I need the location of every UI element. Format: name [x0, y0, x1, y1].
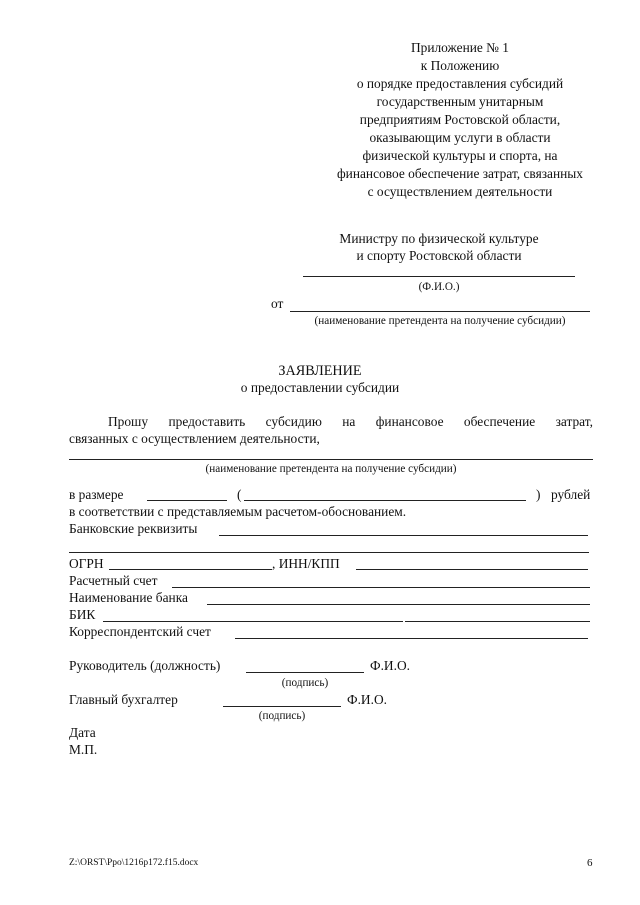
bank-details-underline-2: [69, 552, 589, 553]
bank-details-label: Банковские реквизиты: [69, 521, 198, 536]
appendix-line: оказывающим услуги в области: [369, 130, 551, 145]
request-word: предоставить: [168, 414, 246, 429]
addressee-line-1: Министру по физической культуре: [339, 231, 539, 246]
appendix-line: государственным унитарным: [376, 94, 544, 109]
from-label: от: [271, 296, 284, 311]
footer-file-path: Z:\ORST\Ppo\1216p172.f15.docx: [69, 858, 199, 868]
amount-open-paren: (: [237, 487, 242, 502]
request-paragraph-line-2: связанных с осуществлением деятельности,: [69, 431, 320, 446]
amount-underline: [147, 500, 227, 501]
appendix-line: с осуществлением деятельности: [367, 184, 553, 199]
from-underline: [290, 311, 590, 312]
head-label: Руководитель (должность): [69, 658, 221, 673]
from-caption: (наименование претендента на получение субсидии): [314, 315, 566, 327]
head-signature-underline: [246, 672, 364, 673]
bank-name-label: Наименование банка: [69, 590, 188, 605]
request-word: Прошу: [108, 414, 149, 429]
according-text: в соответствии с представляемым расчетом-обоснованием.: [69, 504, 407, 519]
stamp-label: М.П.: [69, 742, 98, 757]
accountant-fio: Ф.И.О.: [347, 692, 387, 707]
amount-words-underline: [244, 500, 526, 501]
bik-underline-2: [405, 621, 590, 622]
ogrn-underline: [109, 569, 272, 570]
head-fio: Ф.И.О.: [370, 658, 410, 673]
accountant-label: Главный бухгалтер: [69, 692, 178, 707]
request-word: затрат,: [555, 414, 593, 429]
request-word: обеспечение: [463, 414, 536, 429]
appendix-line: о порядке предоставления субсидий: [356, 76, 564, 91]
bik-underline: [103, 621, 403, 622]
amount-prefix: в размере: [69, 487, 124, 502]
fio-caption: (Ф.И.О.): [418, 281, 460, 293]
fio-underline: [303, 276, 575, 277]
request-paragraph-line-1: [108, 414, 593, 430]
bank-details-underline: [219, 535, 588, 536]
bank-name-underline: [207, 604, 590, 605]
appendix-header: [300, 39, 620, 201]
request-word: на: [342, 414, 356, 429]
document-title: ЗАЯВЛЕНИЕ: [278, 363, 362, 379]
head-signature-caption: (подпись): [281, 677, 329, 689]
appendix-line: Приложение № 1: [410, 40, 510, 55]
appendix-line: финансовое обеспечение затрат, связанных: [336, 166, 583, 181]
bik-label: БИК: [69, 607, 96, 622]
amount-close-paren: ): [536, 487, 541, 502]
accountant-signature-underline: [223, 706, 341, 707]
amount-suffix: рублей: [551, 487, 591, 502]
document-subtitle: о предоставлении субсидии: [240, 380, 400, 395]
appendix-line: к Положению: [420, 58, 500, 73]
applicant-caption: (наименование претендента на получение субсидии): [205, 463, 457, 475]
applicant-underline: [69, 459, 593, 460]
page-number: 6: [587, 857, 593, 869]
appendix-line: физической культуры и спорта, на: [362, 148, 558, 163]
request-word: субсидию: [265, 414, 322, 429]
addressee-line-2: и спорту Ростовской области: [356, 248, 522, 263]
corr-account-underline: [235, 638, 588, 639]
appendix-line: предприятиям Ростовской области,: [359, 112, 561, 127]
ogrn-label: ОГРН: [69, 556, 104, 571]
accountant-signature-caption: (подпись): [258, 710, 306, 722]
date-label: Дата: [69, 725, 96, 740]
corr-account-label: Корреспондентский счет: [69, 624, 211, 639]
inn-underline: [356, 569, 588, 570]
account-underline: [172, 587, 590, 588]
inn-label: , ИНН/КПП: [272, 556, 340, 571]
account-label: Расчетный счет: [69, 573, 158, 588]
request-word: финансовое: [375, 414, 444, 429]
